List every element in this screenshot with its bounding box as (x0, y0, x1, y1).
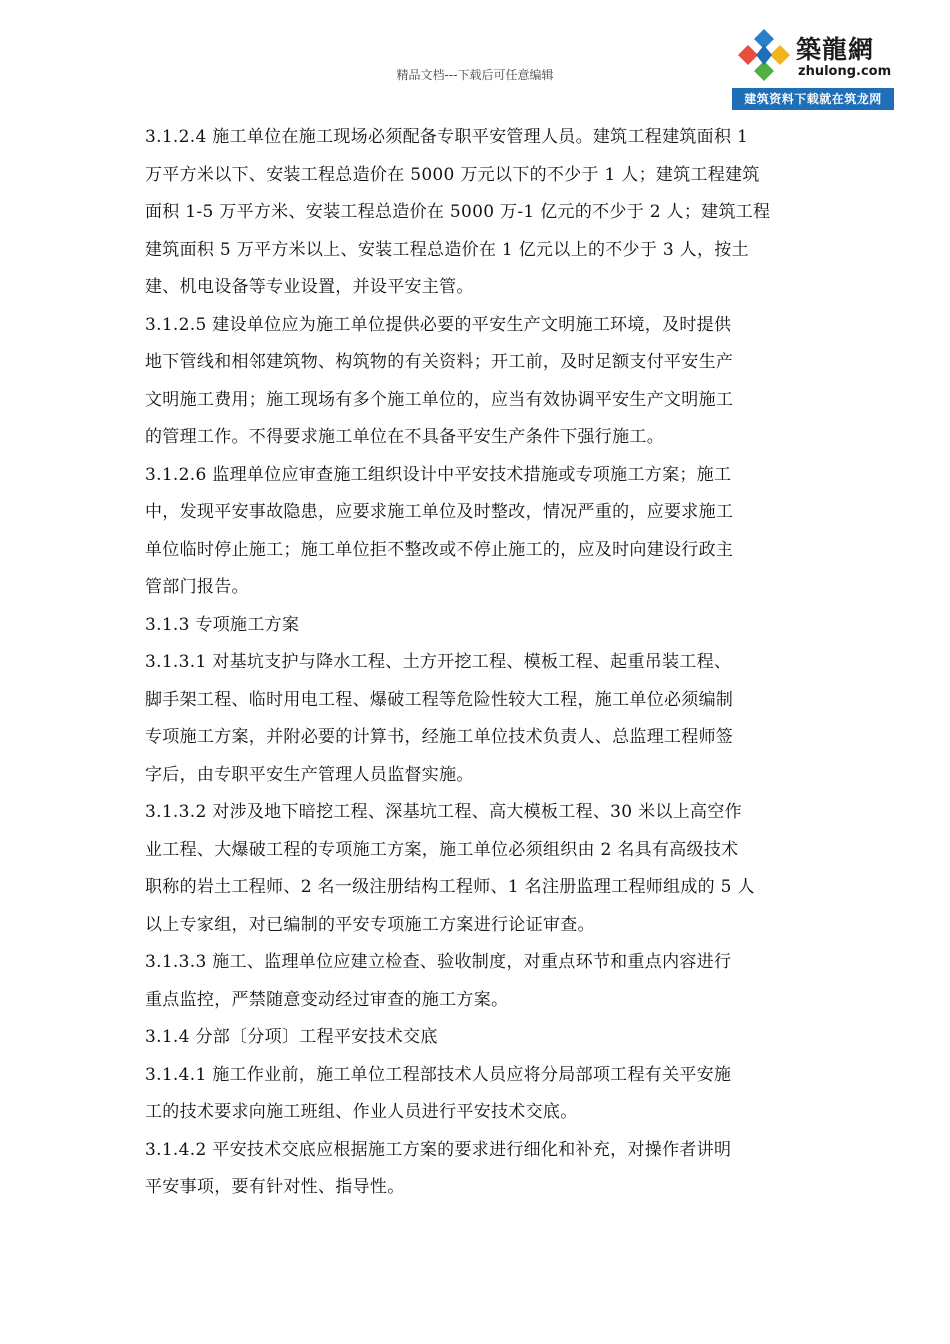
text-line: 建、机电设备等专业设置，并设平安主管。 (145, 277, 474, 297)
text-line: 以上专家组，对已编制的平安专项施工方案进行论证审查。 (145, 914, 595, 935)
text-line: 3.1.3.1 对基坑支护与降水工程、土方开挖工程、模板工程、起重吊装工程、 (145, 652, 732, 672)
text-line: 3.1.3.2 对涉及地下暗挖工程、深基坑工程、高大模板工程、30 米以上高空作 (145, 802, 742, 822)
text-line: 脚手架工程、临时用电工程、爆破工程等危险性较大工程，施工单位必须编制 (145, 689, 734, 710)
logo-slogan-banner: 建筑资料下载就在筑龙网 (732, 88, 894, 110)
document-body (145, 119, 810, 1207)
diamond-logo-icon (734, 27, 794, 87)
text-line: 建筑面积 5 万平方米以上、安装工程总造价在 1 亿元以上的不少于 3 人，按土 (145, 239, 749, 260)
text-line: 文明施工费用；施工现场有多个施工单位的，应当有效协调平安生产文明施工 (145, 389, 734, 410)
text-line: 中，发现平安事故隐患，应要求施工单位及时整改，情况严重的，应要求施工 (145, 502, 734, 522)
text-line: 工的技术要求向施工班组、作业人员进行平安技术交底。 (145, 1102, 578, 1122)
logo-chinese-name: 築龍網 (796, 35, 875, 64)
text-line: 面积 1-5 万平方米、安装工程总造价在 5000 万-1 亿元的不少于 2 人；建筑工程 (145, 202, 771, 222)
text-line: 管部门报告。 (145, 577, 249, 597)
page-header: 精品文档---下载后可任意编辑 (396, 68, 554, 82)
text-line: 3.1.2.6 监理单位应审查施工组织设计中平安技术措施或专项施工方案；施工 (145, 464, 732, 485)
text-line: 3.1.4.2 平安技术交底应根据施工方案的要求进行细化和补充，对操作者讲明 (145, 1139, 732, 1160)
section-heading: 3.1.3 专项施工方案 (145, 614, 300, 635)
zhulong-logo[interactable] (732, 26, 894, 110)
text-line: 字后，由专职平安生产管理人员监督实施。 (145, 764, 474, 785)
text-line: 业工程、大爆破工程的专项施工方案，施工单位必须组织由 2 名具有高级技术 (145, 839, 739, 860)
text-line: 3.1.3.3 施工、监理单位应建立检查、验收制度，对重点环节和重点内容进行 (145, 952, 732, 972)
text-line: 的管理工作。不得要求施工单位在不具备平安生产条件下强行施工。 (145, 427, 664, 447)
text-line: 单位临时停止施工；施工单位拒不整改或不停止施工的，应及时向建设行政主 (145, 539, 734, 560)
text-line: 平安事项，要有针对性、指导性。 (145, 1177, 405, 1197)
text-line: 地下管线和相邻建筑物、构筑物的有关资料；开工前，及时足额支付平安生产 (145, 352, 734, 372)
text-line: 3.1.4.1 施工作业前，施工单位工程部技术人员应将分局部项工程有关平安施 (145, 1064, 732, 1085)
text-line: 重点监控，严禁随意变动经过审查的施工方案。 (145, 989, 509, 1010)
text-line: 万平方米以下、安装工程总造价在 5000 万元以下的不少于 1 人；建筑工程建筑 (145, 164, 760, 185)
text-line: 专项施工方案，并附必要的计算书，经施工单位技术负责人、总监理工程师签 (145, 727, 734, 747)
logo-domain: zhulong.com (798, 64, 892, 79)
logo-top (732, 26, 894, 88)
text-line: 3.1.2.5 建设单位应为施工单位提供必要的平安生产文明施工环境，及时提供 (145, 314, 732, 335)
text-line: 职称的岩土工程师、2 名一级注册结构工程师、1 名注册监理工程师组成的 5 人 (145, 877, 755, 897)
section-heading: 3.1.4 分部〔分项〕工程平安技术交底 (145, 1027, 438, 1047)
text-line: 3.1.2.4 施工单位在施工现场必须配备专职平安管理人员。建筑工程建筑面积 1 (145, 127, 749, 147)
